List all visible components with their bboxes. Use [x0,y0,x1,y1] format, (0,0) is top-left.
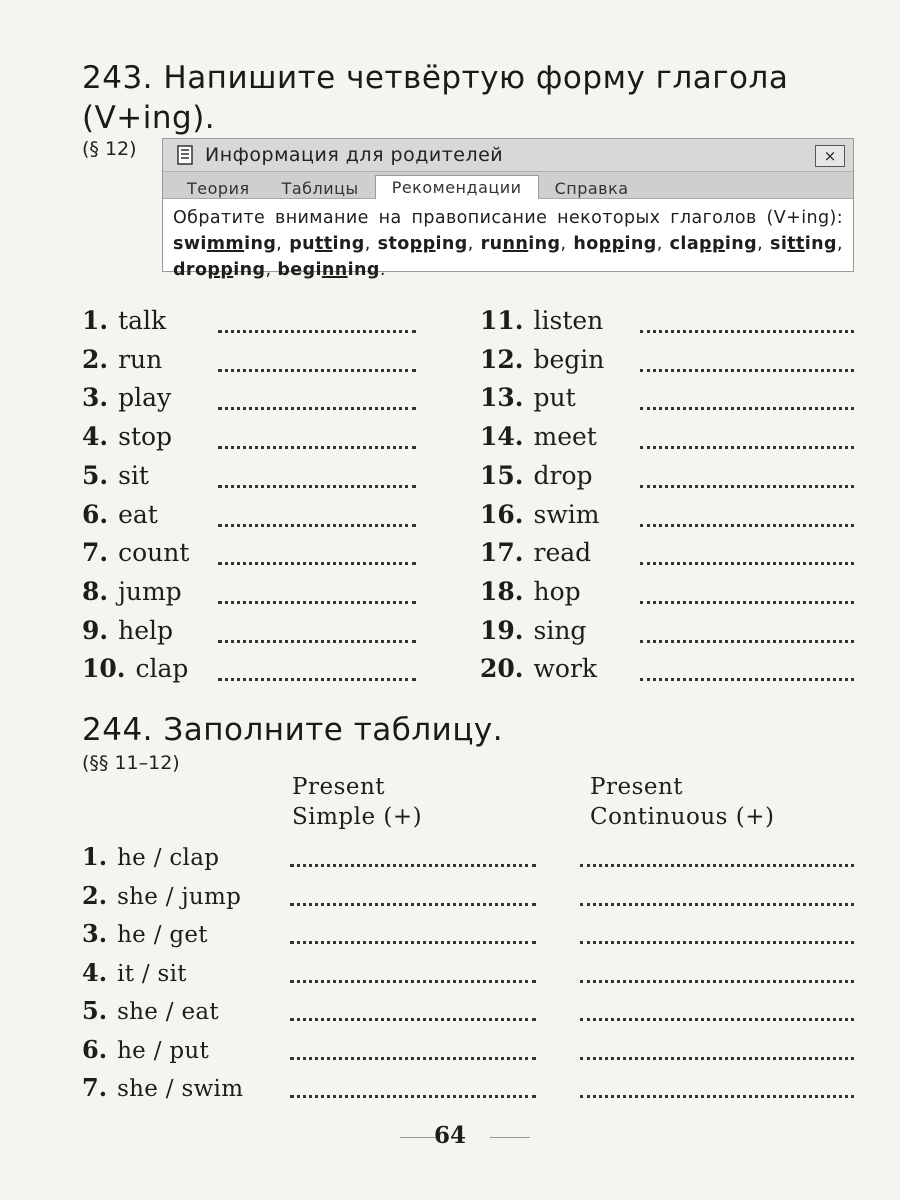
tab-tables[interactable]: Таблицы [281,179,359,198]
verb-word: drop [533,460,593,490]
present-continuous-blank[interactable] [580,1057,854,1060]
example-separator: , [836,234,843,254]
verb-word: stop [118,422,173,452]
answer-blank[interactable] [218,369,416,372]
verb-number: 20. [480,654,524,684]
verb-number: 7. [82,538,109,568]
example-doubled-letters: pp [598,234,625,254]
answer-blank[interactable] [218,524,416,527]
verb-word: listen [533,306,604,335]
tab-theory[interactable]: Теория [187,179,250,198]
verb-number: 4. [82,422,109,452]
example-doubled-letters: mm [206,234,245,254]
verb-word: run [118,344,163,374]
verb-number: 14. [480,422,524,452]
example-stem: ru [480,234,503,254]
exercise-244-title: 244. Заполните таблицу. [82,712,504,748]
verb-item [82,383,171,413]
example-stem: sto [377,234,410,254]
example-suffix: ing [332,234,365,254]
example-suffix: ing [804,234,837,254]
row-subject-verb: she / swim [117,1076,244,1102]
example-doubled-letters: pp [699,234,725,254]
verb-word: count [118,538,190,568]
answer-blank[interactable] [218,640,416,643]
verb-number: 5. [82,460,109,490]
verb-item [480,461,593,491]
col2-line1: Present [590,774,684,800]
example-suffix: ing [624,234,657,254]
present-continuous-blank[interactable] [580,941,854,944]
page-number: 64 [433,1122,466,1149]
info-window-titlebar [163,139,853,172]
example-doubled-letters: pp [409,234,436,254]
column-header-present-simple [292,772,422,832]
verb-item [82,500,158,530]
present-continuous-blank[interactable] [580,864,854,867]
info-window-text [163,199,853,283]
verb-number: 8. [82,576,109,606]
verb-item [480,422,597,452]
verb-number: 11. [480,306,524,335]
tab-recommendations[interactable]: Рекомендации [375,175,539,199]
present-continuous-blank[interactable] [580,903,854,906]
verb-item [82,538,189,568]
answer-blank[interactable] [640,369,854,372]
verb-item [480,306,603,336]
example-stem: si [770,234,788,254]
row-subject-verb: he / clap [117,845,220,871]
parent-info-window [162,138,854,280]
info-window-title: Информация для родителей [205,144,504,166]
example-separator: , [560,234,574,254]
verb-item [480,616,586,646]
page-number-rule-right [490,1137,530,1138]
example-word [173,260,265,280]
answer-blank[interactable] [640,446,854,449]
example-stem: pu [289,234,315,254]
example-suffix: ing [528,234,561,254]
row-number: 2. [82,880,108,910]
table-row [82,881,241,911]
example-doubled-letters: nn [502,234,529,254]
verb-item [82,577,182,607]
document-icon [175,144,195,166]
row-subject-verb: he / put [117,1037,210,1064]
verb-number: 19. [480,615,524,645]
verb-word: play [118,383,172,413]
row-number: 7. [82,1073,108,1102]
verb-item [480,500,599,530]
verb-word: eat [118,499,158,529]
verb-item [82,345,162,375]
table-row [82,842,219,872]
present-continuous-blank[interactable] [580,1018,854,1021]
close-label: × [823,146,837,165]
verb-item [82,461,149,491]
verb-item [82,422,172,452]
verb-word: begin [533,344,605,374]
example-word [378,234,468,254]
verb-number: 17. [480,538,524,568]
present-simple-blank[interactable] [290,1057,536,1060]
answer-blank[interactable] [640,407,854,410]
col1-line1: Present [292,774,386,800]
verb-number: 9. [82,615,109,645]
present-continuous-blank[interactable] [580,980,854,983]
example-word [573,234,656,254]
answer-blank[interactable] [218,407,416,410]
verb-number: 1. [82,306,109,335]
verb-number: 3. [82,383,109,413]
answer-blank[interactable] [640,601,854,604]
verb-word: read [533,538,592,568]
example-doubled-letters: pp [207,260,234,280]
example-suffix: ing [233,260,266,280]
exercise-243-title-line2: (V+ing). [82,100,216,136]
example-word [289,234,365,254]
verb-item [480,654,597,684]
verb-item [480,345,604,375]
example-word [481,234,561,254]
verb-number: 6. [82,499,109,529]
answer-blank[interactable] [218,601,416,604]
answer-blank[interactable] [640,562,854,565]
verb-number: 10. [82,654,126,684]
row-number: 4. [82,957,108,987]
example-doubled-letters: tt [787,234,805,254]
row-number: 1. [82,842,108,871]
verb-word: sit [118,460,149,490]
table-row [82,1035,209,1065]
exercise-244-reference: (§§ 11–12) [82,752,180,774]
spelling-examples [173,234,843,280]
column-header-present-continuous [590,772,774,832]
row-subject-verb: it / sit [117,960,187,987]
col1-line2: Simple (+) [292,804,423,830]
info-text-intro: Обратите внимание на правописание некоторых глаголов (V+ing): [173,208,843,228]
verb-number: 15. [480,460,524,490]
answer-blank[interactable] [218,330,416,333]
exercise-243-title [82,58,856,138]
row-subject-verb: she / eat [117,999,219,1025]
example-separator: , [467,234,481,254]
answer-blank[interactable] [640,485,854,488]
verb-word: clap [135,654,189,684]
example-suffix: ing [347,260,380,280]
verb-word: help [118,615,174,645]
present-simple-blank[interactable] [290,903,536,906]
present-simple-blank[interactable] [290,864,536,867]
answer-blank[interactable] [640,524,854,527]
example-doubled-letters: nn [321,260,348,280]
table-row [82,958,187,988]
verb-number: 2. [82,344,109,374]
verb-number: 16. [480,499,524,529]
example-suffix: ing [435,234,468,254]
example-separator: . [379,260,386,280]
verb-number: 13. [480,383,524,413]
verb-item [82,616,173,646]
verb-word: meet [533,422,597,452]
row-number: 6. [82,1034,108,1064]
example-stem: dro [173,260,208,280]
verb-item [480,383,576,413]
example-word [277,260,379,280]
example-stem: ho [573,234,599,254]
answer-blank[interactable] [218,562,416,565]
example-separator: , [276,234,290,254]
row-subject-verb: he / get [117,922,208,948]
verb-word: jump [118,576,182,606]
row-number: 5. [82,996,108,1025]
present-continuous-blank[interactable] [580,1095,854,1098]
example-suffix: ing [724,234,758,254]
answer-blank[interactable] [218,446,416,449]
example-word [173,234,276,254]
col2-line2: Continuous (+) [590,804,775,830]
answer-blank[interactable] [218,485,416,488]
verb-item [480,577,581,607]
present-simple-blank[interactable] [290,1018,536,1021]
present-simple-blank[interactable] [290,941,536,944]
exercise-243-title-line1: 243. Напишите четвёртую форму глагола [82,60,789,96]
verb-item [82,654,188,684]
example-word [770,234,837,254]
info-window-tabs [163,172,853,199]
example-separator: , [656,234,670,254]
verb-item [82,306,166,336]
verb-item [480,538,591,568]
example-stem: swi [173,234,207,254]
row-number: 3. [82,919,108,948]
example-word [670,234,757,254]
example-separator: , [757,234,771,254]
verb-word: swim [533,499,600,529]
table-row [82,919,208,949]
verb-word: talk [118,306,167,335]
table-row [82,996,219,1026]
example-doubled-letters: tt [315,234,333,254]
answer-blank[interactable] [640,678,854,681]
example-stem: begi [277,260,322,280]
answer-blank[interactable] [640,640,854,643]
verb-number: 18. [480,576,524,606]
verb-word: sing [533,615,587,645]
example-separator: , [364,234,378,254]
tab-reference[interactable]: Справка [554,179,629,198]
verb-word: hop [533,576,581,606]
verb-word: work [533,654,598,684]
table-row [82,1073,243,1103]
example-separator: , [265,260,278,280]
example-suffix: ing [244,234,277,254]
close-icon[interactable] [815,145,845,167]
answer-blank[interactable] [218,678,416,681]
exercise-243-reference: (§ 12) [82,138,137,160]
verb-word: put [533,383,576,413]
present-simple-blank[interactable] [290,1095,536,1098]
verb-number: 12. [480,344,524,374]
answer-blank[interactable] [640,330,854,333]
row-subject-verb: she / jump [117,883,242,910]
present-simple-blank[interactable] [290,980,536,983]
example-stem: cla [669,234,700,254]
